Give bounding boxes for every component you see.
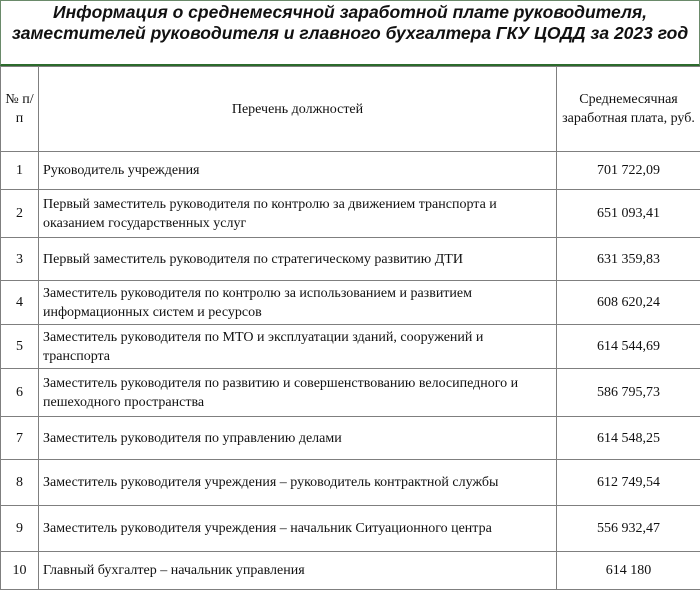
table-row [1, 325, 700, 369]
row-number: 8 [1, 460, 39, 506]
table-row [1, 190, 700, 238]
table-row [1, 281, 700, 325]
table-row [1, 152, 700, 190]
row-salary: 614 544,69 [557, 325, 700, 369]
row-number: 5 [1, 325, 39, 369]
table-header-row [1, 67, 700, 152]
row-position: Первый заместитель руководителя по стратегическому развитию ДТИ [39, 238, 557, 281]
row-salary: 614 548,25 [557, 417, 700, 460]
row-salary: 608 620,24 [557, 281, 700, 325]
row-salary: 556 932,47 [557, 506, 700, 552]
table-row [1, 238, 700, 281]
header-salary: Среднемесячная заработная плата, руб. [557, 67, 700, 152]
row-number: 10 [1, 552, 39, 590]
row-position: Руководитель учреждения [39, 152, 557, 190]
row-salary: 614 180 [557, 552, 700, 590]
row-number: 6 [1, 369, 39, 417]
row-number: 2 [1, 190, 39, 238]
table-row [1, 369, 700, 417]
row-salary: 586 795,73 [557, 369, 700, 417]
row-position: Заместитель руководителя по развитию и совершенствованию велосипедного и пешеходного пространства [39, 369, 557, 417]
row-position: Главный бухгалтер – начальник управления [39, 552, 557, 590]
row-number: 1 [1, 152, 39, 190]
row-position: Заместитель руководителя учреждения – начальник Ситуационного центра [39, 506, 557, 552]
table-row [1, 552, 700, 590]
table-row [1, 506, 700, 552]
row-position: Заместитель руководителя по управлению делами [39, 417, 557, 460]
header-number: № п/п [1, 67, 39, 152]
salary-table [0, 66, 700, 590]
row-salary: 651 093,41 [557, 190, 700, 238]
row-number: 9 [1, 506, 39, 552]
row-number: 4 [1, 281, 39, 325]
row-number: 3 [1, 238, 39, 281]
table-row [1, 417, 700, 460]
row-position: Первый заместитель руководителя по контролю за движением транспорта и оказанием государственных услуг [39, 190, 557, 238]
row-position: Заместитель руководителя по контролю за использованием и развитием информационных систем и ресурсов [39, 281, 557, 325]
row-position: Заместитель руководителя по МТО и эксплуатации зданий, сооружений и транспорта [39, 325, 557, 369]
row-salary: 612 749,54 [557, 460, 700, 506]
document-title: Информация о среднемесячной заработной плате руководителя, заместителей руководителя и главного бухгалтера ГКУ ЦОДД за 2023 год [0, 0, 700, 66]
header-position: Перечень должностей [39, 67, 557, 152]
row-salary: 631 359,83 [557, 238, 700, 281]
table-row [1, 460, 700, 506]
row-position: Заместитель руководителя учреждения – руководитель контрактной службы [39, 460, 557, 506]
row-number: 7 [1, 417, 39, 460]
row-salary: 701 722,09 [557, 152, 700, 190]
